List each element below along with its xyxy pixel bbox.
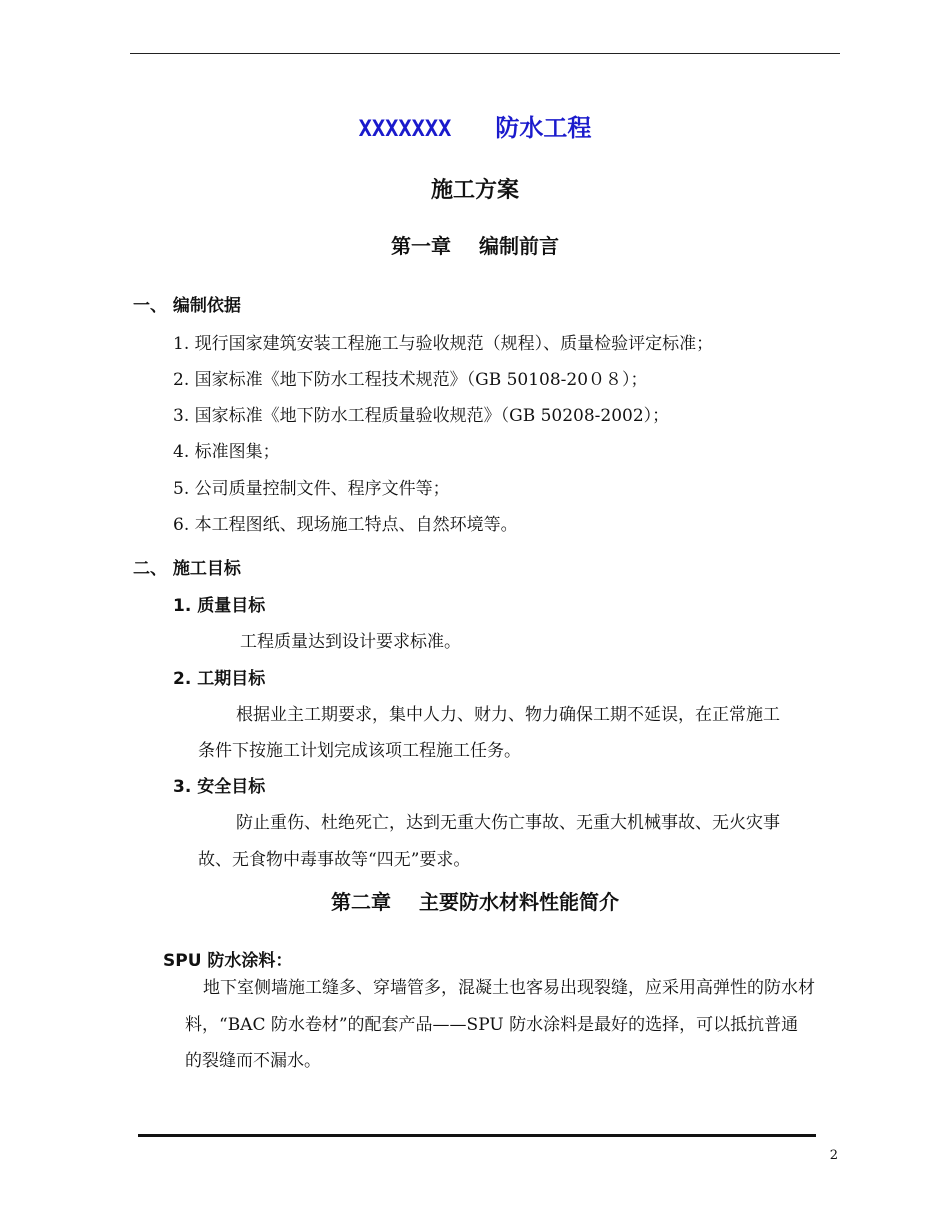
footer-rule — [138, 1134, 816, 1137]
chapter-1-title: 编制前言 — [479, 234, 559, 258]
chapter-1-number: 第一章 — [391, 234, 451, 258]
section-heading-goals: 二、 施工目标 — [133, 559, 241, 579]
chapter-2-heading — [0, 886, 950, 915]
material-heading: SPU 防水涂料： — [163, 951, 293, 971]
material-text-line1: 地下室侧墙施工缝多、穿墙管多，混凝土也客易出现裂缝，应采用高弹性的防水材 — [203, 978, 815, 998]
goal-text-safety-line2: 故、无食物中毒事故等“四无”要求。 — [198, 850, 471, 870]
page-number: 2 — [829, 1148, 838, 1163]
document-subtitle: 施工方案 — [430, 178, 519, 203]
chapter-1-heading — [0, 230, 950, 259]
goal-text-safety-line1: 防止重伤、杜绝死亡，达到无重大伤亡事故、无重大机械事故、无火灾事 — [236, 813, 780, 833]
goal-text-quality: 工程质量达到设计要求标准。 — [240, 632, 461, 652]
goal-text-schedule-line2: 条件下按施工计划完成该项工程施工任务。 — [198, 741, 521, 761]
chapter-2-number: 第二章 — [331, 890, 391, 914]
basis-item: 6. 本工程图纸、现场施工特点、自然环境等。 — [173, 515, 518, 535]
document-title — [0, 108, 950, 143]
material-text-line2: 料，“BAC 防水卷材”的配套产品——SPU 防水涂料是最好的选择，可以抵抗普通 — [185, 1015, 799, 1035]
basis-item: 2. 国家标准《地下防水工程技术规范》（GB 50108-20０８）； — [173, 370, 648, 390]
goal-heading-schedule: 2. 工期目标 — [173, 669, 266, 689]
title-name: 防水工程 — [495, 113, 592, 142]
goal-heading-quality: 1. 质量目标 — [173, 596, 266, 616]
basis-item: 1. 现行国家建筑安装工程施工与验收规范（规程）、质量检验评定标准； — [173, 334, 714, 354]
basis-item: 5. 公司质量控制文件、程序文件等； — [173, 479, 450, 499]
goal-text-schedule-line1: 根据业主工期要求，集中人力、财力、物力确保工期不延误，在正常施工 — [236, 705, 780, 725]
basis-item: 3. 国家标准《地下防水工程质量验收规范》（GB 50208-2002）； — [173, 406, 670, 426]
material-text-line3: 的裂缝而不漏水。 — [185, 1051, 321, 1071]
title-code: XXXXXXX — [358, 117, 452, 142]
basis-item: 4. 标准图集； — [173, 442, 280, 462]
goal-heading-safety: 3. 安全目标 — [173, 777, 266, 797]
header-rule — [130, 53, 840, 54]
section-heading-basis: 一、 编制依据 — [133, 296, 241, 316]
chapter-2-title: 主要防水材料性能简介 — [419, 890, 619, 914]
